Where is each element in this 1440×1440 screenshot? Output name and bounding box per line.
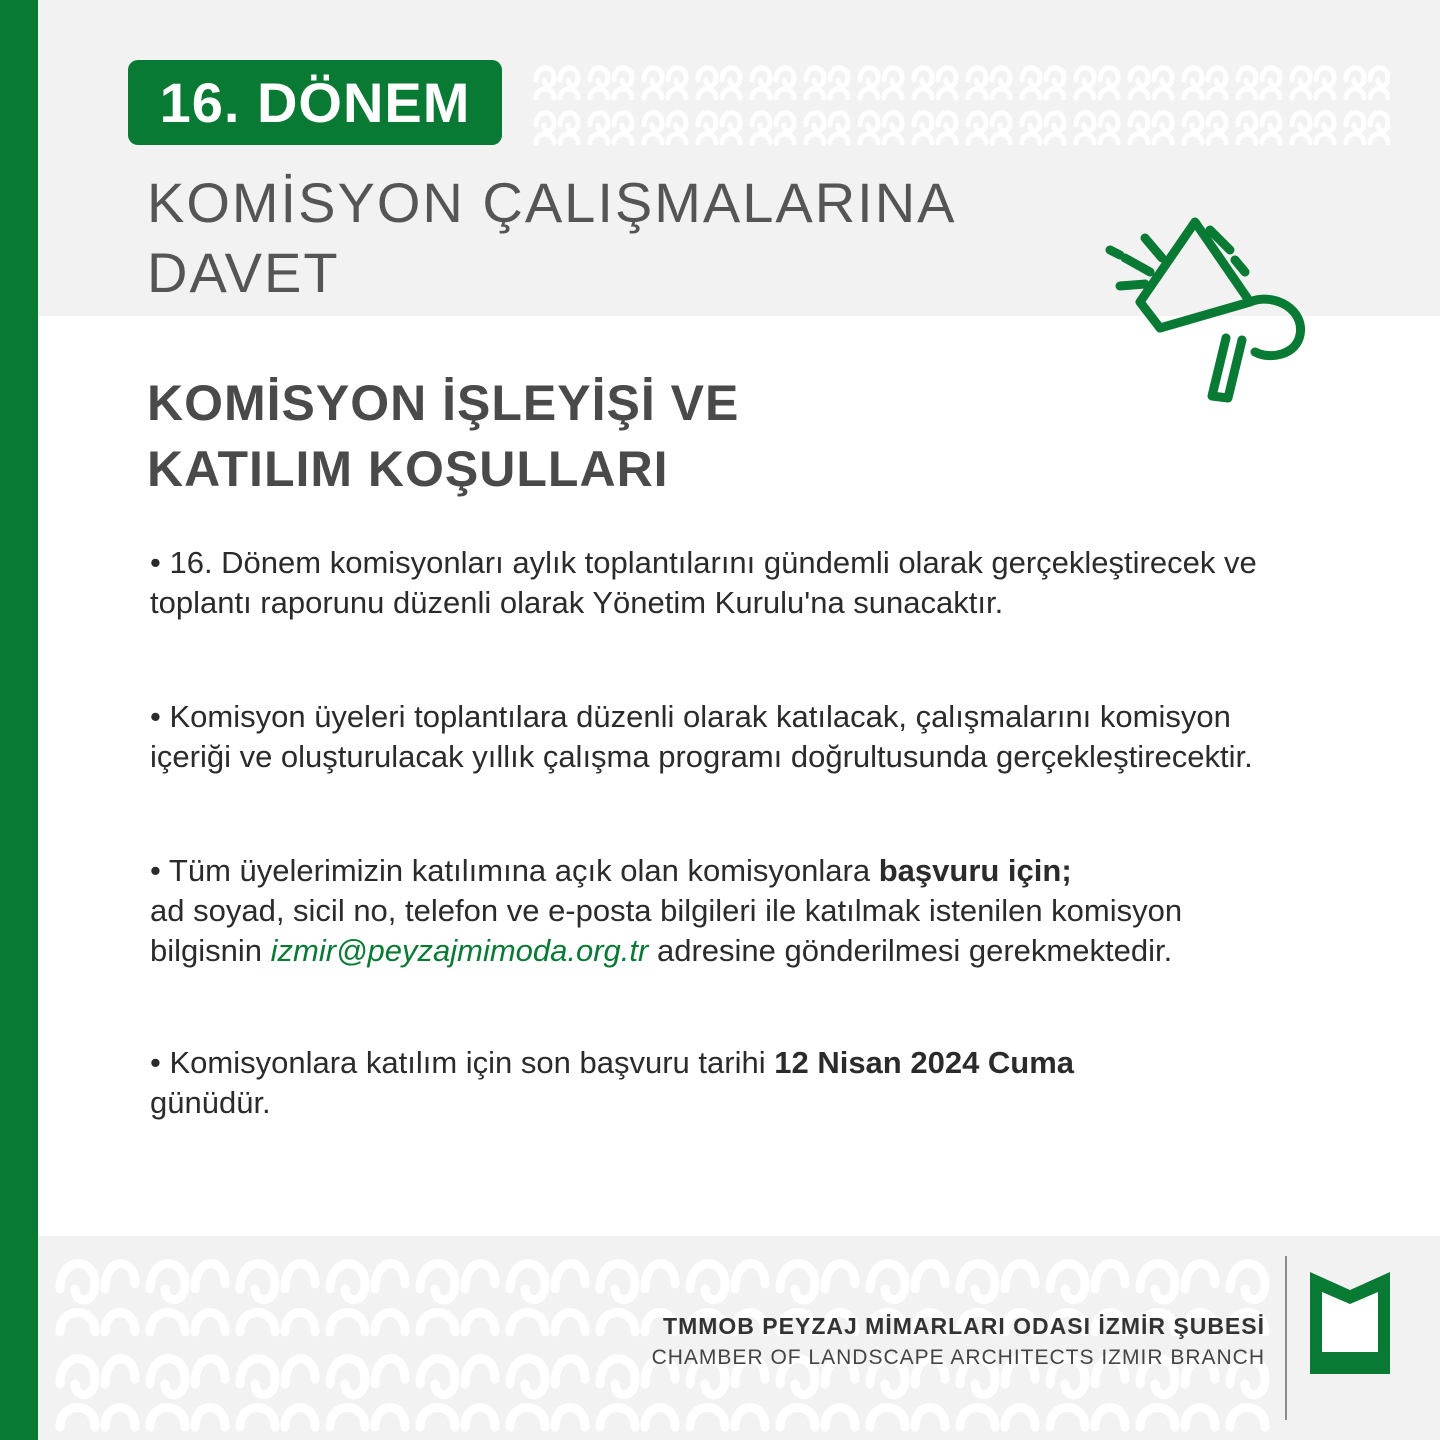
left-accent-bar [0, 0, 38, 1440]
organization-name: TMMOB PEYZAJ MİMARLARI ODASI İZMİR ŞUBESİ [663, 1313, 1265, 1339]
term-badge: 16. DÖNEM [128, 60, 502, 145]
paragraph-meetings: • 16. Dönem komisyonları aylık toplantılarını gündemli olarak gerçekleştirecek ve toplantı raporunu düzenli olarak Yönetim Kurulu'na sunacaktır. [150, 545, 1257, 620]
deadline-text-start: • Komisyonlara katılım için son başvuru tarihi [150, 1045, 775, 1080]
application-text-middle: ad soyad, sicil no, telefon ve e-posta bilgileri ile katılmak istenilen komisyon bilgisnin [150, 893, 1183, 968]
application-text-end: adresine gönderilmesi gerekmektedir. [648, 933, 1173, 968]
email-link[interactable]: izmir@peyzajmimoda.org.tr [270, 933, 649, 968]
application-emphasis: başvuru için; [878, 853, 1072, 888]
deadline-date: 12 Nisan 2024 Cuma [774, 1045, 1075, 1080]
paragraph-attendance: • Komisyon üyeleri toplantılara düzenli olarak katılacak, çalışmalarını komisyon içeriği ve oluşturulacak yıllık çalışma programı doğrultusunda gerçekleştirecektir. [150, 699, 1253, 774]
decorative-pattern-top [530, 58, 1390, 148]
section-title-line-2: KATILIM KOŞULLARI [147, 441, 669, 497]
deadline-text-end: günüdür. [150, 1085, 271, 1120]
section-title [147, 370, 1047, 502]
chamber-logo-icon [1310, 1272, 1390, 1374]
megaphone-icon [1100, 210, 1325, 415]
paragraph-application [150, 851, 1300, 971]
page-title [147, 168, 1067, 308]
page-title-line-1: KOMİSYON ÇALIŞMALARINA [147, 171, 957, 234]
page-title-line-2: DAVET [147, 241, 340, 304]
organization-name-english: CHAMBER OF LANDSCAPE ARCHITECTS IZMIR BRANCH [651, 1346, 1265, 1369]
footer-divider [1285, 1256, 1287, 1420]
paragraph-deadline [150, 1043, 1300, 1123]
application-text-start: • Tüm üyelerimizin katılımına açık olan komisyonlara [150, 853, 879, 888]
section-title-line-1: KOMİSYON İŞLEYİŞİ VE [147, 375, 740, 431]
